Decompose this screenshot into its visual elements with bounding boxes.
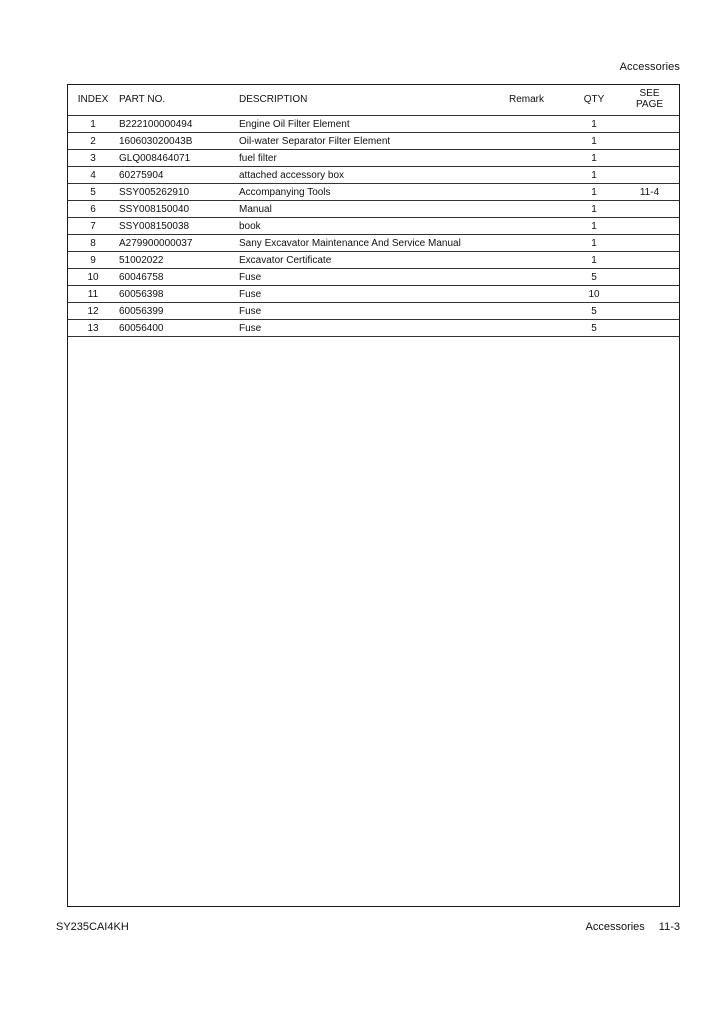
table-row xyxy=(68,269,679,286)
cell-qty: 10 xyxy=(568,286,620,303)
cell-qty: 5 xyxy=(568,269,620,286)
cell-see-page xyxy=(620,235,679,252)
cell-remark xyxy=(509,269,568,286)
cell-part-no: 60056399 xyxy=(118,303,239,320)
cell-qty: 1 xyxy=(568,184,620,201)
see-page-label-line2: PAGE xyxy=(635,99,664,110)
cell-index: 3 xyxy=(68,150,118,167)
cell-remark xyxy=(509,286,568,303)
cell-see-page xyxy=(620,286,679,303)
column-header-part-no: PART NO. xyxy=(118,85,239,116)
table-row xyxy=(68,320,679,337)
cell-part-no: GLQ008464071 xyxy=(118,150,239,167)
cell-description: Fuse xyxy=(239,303,509,320)
section-title: Accessories xyxy=(619,61,680,73)
cell-description: Accompanying Tools xyxy=(239,184,509,201)
cell-index: 9 xyxy=(68,252,118,269)
cell-qty: 1 xyxy=(568,150,620,167)
table-row xyxy=(68,286,679,303)
cell-part-no: 51002022 xyxy=(118,252,239,269)
cell-see-page xyxy=(620,303,679,320)
cell-see-page xyxy=(620,150,679,167)
cell-see-page xyxy=(620,252,679,269)
cell-see-page xyxy=(620,167,679,184)
cell-part-no: 60275904 xyxy=(118,167,239,184)
cell-remark xyxy=(509,303,568,320)
cell-index: 7 xyxy=(68,218,118,235)
footer-page-number: 11-3 xyxy=(658,921,680,933)
cell-qty: 1 xyxy=(568,235,620,252)
cell-part-no: A279900000037 xyxy=(118,235,239,252)
column-header-qty: QTY xyxy=(568,85,620,116)
cell-description: Fuse xyxy=(239,286,509,303)
cell-remark xyxy=(509,201,568,218)
cell-index: 5 xyxy=(68,184,118,201)
column-header-remark: Remark xyxy=(509,85,568,116)
cell-qty: 1 xyxy=(568,116,620,133)
cell-see-page xyxy=(620,133,679,150)
cell-index: 13 xyxy=(68,320,118,337)
cell-see-page xyxy=(620,201,679,218)
cell-qty: 1 xyxy=(568,252,620,269)
column-header-index: INDEX xyxy=(68,85,118,116)
cell-description: Fuse xyxy=(239,320,509,337)
cell-description: attached accessory box xyxy=(239,167,509,184)
cell-qty: 1 xyxy=(568,201,620,218)
cell-description: Fuse xyxy=(239,269,509,286)
cell-part-no: SSY008150038 xyxy=(118,218,239,235)
table-row xyxy=(68,303,679,320)
cell-see-page xyxy=(620,116,679,133)
cell-index: 4 xyxy=(68,167,118,184)
cell-index: 12 xyxy=(68,303,118,320)
table-row xyxy=(68,218,679,235)
cell-part-no: 60056400 xyxy=(118,320,239,337)
cell-description: Sany Excavator Maintenance And Service Manual xyxy=(239,235,509,252)
cell-remark xyxy=(509,218,568,235)
cell-part-no: SSY005262910 xyxy=(118,184,239,201)
cell-part-no: 60046758 xyxy=(118,269,239,286)
cell-description: Engine Oil Filter Element xyxy=(239,116,509,133)
cell-remark xyxy=(509,167,568,184)
table-row xyxy=(68,235,679,252)
cell-qty: 5 xyxy=(568,320,620,337)
cell-qty: 1 xyxy=(568,133,620,150)
column-header-see-page xyxy=(620,85,679,116)
table-row xyxy=(68,133,679,150)
parts-table-frame xyxy=(67,84,680,907)
footer-page-info xyxy=(586,921,681,933)
table-row xyxy=(68,184,679,201)
table-row xyxy=(68,116,679,133)
cell-see-page xyxy=(620,218,679,235)
cell-index: 6 xyxy=(68,201,118,218)
cell-remark xyxy=(509,184,568,201)
cell-qty: 5 xyxy=(568,303,620,320)
parts-table xyxy=(68,85,679,337)
cell-index: 2 xyxy=(68,133,118,150)
cell-index: 8 xyxy=(68,235,118,252)
cell-remark xyxy=(509,150,568,167)
see-page-label-line1: SEE xyxy=(639,88,660,99)
footer-section: Accessories xyxy=(585,921,645,933)
cell-see-page: 11-4 xyxy=(620,184,679,201)
cell-description: Oil-water Separator Filter Element xyxy=(239,133,509,150)
cell-index: 10 xyxy=(68,269,118,286)
table-row xyxy=(68,252,679,269)
table-header-row xyxy=(68,85,679,116)
cell-part-no: B222100000494 xyxy=(118,116,239,133)
cell-qty: 1 xyxy=(568,218,620,235)
cell-qty: 1 xyxy=(568,167,620,184)
cell-description: fuel filter xyxy=(239,150,509,167)
cell-remark xyxy=(509,235,568,252)
cell-see-page xyxy=(620,269,679,286)
cell-remark xyxy=(509,133,568,150)
cell-remark xyxy=(509,116,568,133)
cell-description: Excavator Certificate xyxy=(239,252,509,269)
column-header-description: DESCRIPTION xyxy=(239,85,509,116)
cell-index: 1 xyxy=(68,116,118,133)
table-row xyxy=(68,167,679,184)
cell-description: Manual xyxy=(239,201,509,218)
cell-see-page xyxy=(620,320,679,337)
parts-table-body xyxy=(68,116,679,337)
cell-part-no: 60056398 xyxy=(118,286,239,303)
cell-part-no: SSY008150040 xyxy=(118,201,239,218)
cell-part-no: 160603020043B xyxy=(118,133,239,150)
cell-remark xyxy=(509,320,568,337)
cell-index: 11 xyxy=(68,286,118,303)
table-row xyxy=(68,150,679,167)
cell-remark xyxy=(509,252,568,269)
cell-description: book xyxy=(239,218,509,235)
footer-model: SY235CAI4KH xyxy=(56,921,129,933)
table-row xyxy=(68,201,679,218)
